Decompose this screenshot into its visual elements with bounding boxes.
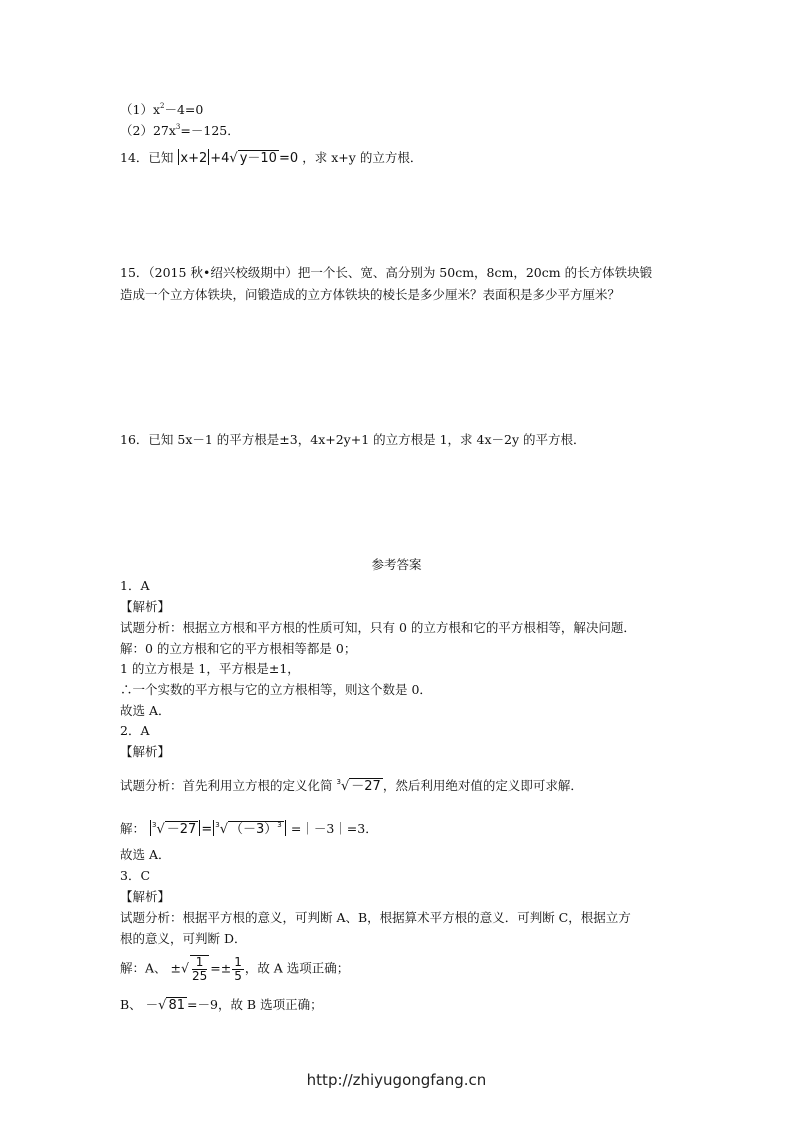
a3-line1: 试题分析：根据平方根的意义，可判断 A、B，根据算术平方根的意义．可判断 C，根据立方: [120, 910, 631, 925]
cube-root-formula: $^3$√ －27: [336, 778, 381, 794]
a3-head: 3．C: [120, 868, 151, 883]
a2-head: 2．A: [120, 723, 150, 738]
q16: 16．已知 5x－1 的平方根是±3，4x+2y+1 的立方根是 1，求 4x－2y 的平方根．: [120, 432, 586, 447]
a1-head: 1．A: [120, 578, 150, 593]
q15-line1: 15．（2015 秋•绍兴校级期中）把一个长、宽、高分别为 50cm，8cm，20cm 的长方体铁块锻: [120, 265, 653, 280]
a2-line1: 试题分析：首先利用立方根的定义化简 $^3$√ －27 ，然后利用绝对值的定义即可求解．: [120, 778, 583, 794]
q13-part1: $(1)x^2-4=0$: [120, 102, 204, 117]
fraction-1-5: $\frac{1}{5}$: [234, 954, 242, 983]
a3-line4: B、 －√ 81 =－9，故 B 选项正确；: [120, 997, 323, 1013]
a1-line4: ∴一个实数的平方根与它的立方根相等，则这个数是 0．: [120, 682, 432, 697]
a3-line3: 解：A、 ±√ $\frac{1}{25}$ =± $\frac{1}{5}$ ，故 A 选项正确；: [120, 954, 350, 983]
a2-line3: 故选 A．: [120, 847, 171, 862]
a3-line2: 根的意义，可判断 D．: [120, 931, 247, 946]
fraction-1-25: $\frac{1}{25}$: [191, 955, 208, 983]
a1-line2: 解：0 的立方根和它的平方根相等都是 0；: [120, 641, 357, 656]
a1-line5: 故选 A．: [120, 703, 171, 718]
q15-line2: 造成一个立方体铁块，问锻造成的立方体铁块的棱长是多少厘米？表面积是多少平方厘米？: [120, 287, 621, 302]
q13-part2: $(2)27x^3=-125$．: [120, 123, 240, 138]
a2-line2: 解： $^3$√ －27 = $^3$√ $(-3)^3$ =｜－3｜=3．: [120, 821, 378, 837]
a1-line1: 试题分析：根据立方根和平方根的性质可知，只有 0 的立方根和它的平方根相等，解决问题．: [120, 620, 636, 635]
a3-tag: 【解析】: [120, 889, 171, 904]
a1-line3: 1 的立方根是 1，平方根是±1，: [120, 661, 300, 676]
a2-tag: 【解析】: [120, 744, 171, 759]
a2-solution-formula: $^3$√ －27 = $^3$√ $(-3)^3$: [149, 822, 291, 837]
a1-tag: 【解析】: [120, 599, 171, 614]
footer-url: http://zhiyugongfang.cn: [306, 1071, 487, 1089]
q14-formula: x+2 +4√ y－10 =0: [180, 151, 299, 166]
answers-title: 参考答案: [371, 557, 422, 572]
q14: 14．已知 x+2 +4√ y－10 =0 ，求 x+y 的立方根．: [120, 150, 423, 166]
